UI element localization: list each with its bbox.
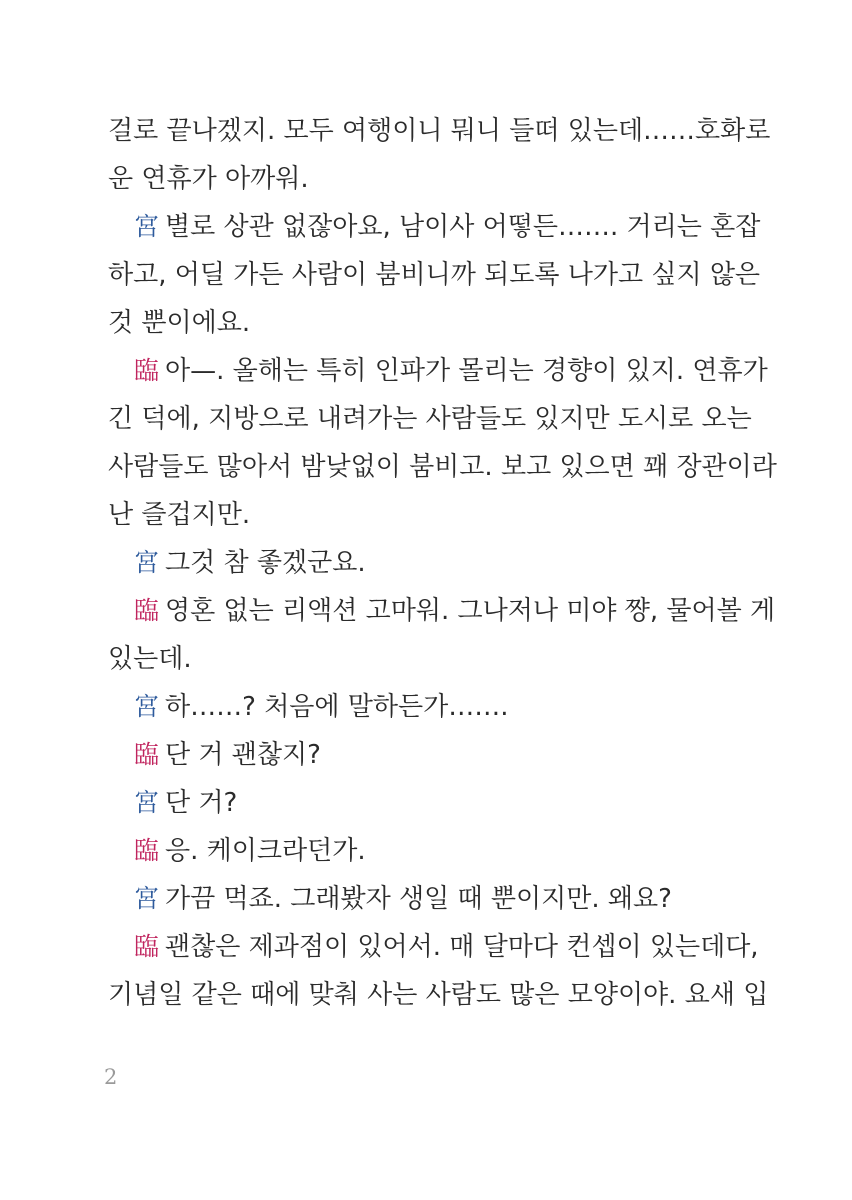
line-text: 별로 상관 없잖아요, 남이사 어떻든……. 거리는 혼잡	[165, 212, 761, 242]
dialogue-line	[108, 203, 761, 251]
speaker-mark-miya: 宮	[134, 212, 160, 241]
text-line	[108, 251, 761, 299]
script-body	[108, 107, 777, 1019]
speaker-mark-rin: 臨	[134, 932, 160, 961]
dialogue-line	[108, 683, 748, 731]
speaker-mark-rin: 臨	[134, 356, 160, 385]
text-line	[108, 971, 769, 1019]
text-line	[108, 491, 748, 539]
line-text: 응. 케이크라던가.	[165, 836, 366, 866]
line-text: 난 즐겁지만.	[108, 500, 251, 530]
line-text: 것 뿐이에요.	[108, 308, 251, 338]
speaker-mark-rin: 臨	[134, 836, 160, 865]
speaker-mark-miya: 宮	[134, 884, 160, 913]
dialogue-line	[108, 827, 748, 875]
page-number: 2	[104, 1065, 118, 1089]
line-text: 기념일 같은 때에 맞춰 사는 사람도 많은 모양이야. 요새 입	[108, 980, 769, 1010]
line-text: 아—. 올해는 특히 인파가 몰리는 경향이 있지. 연휴가	[165, 356, 768, 386]
text-line	[108, 107, 771, 155]
line-text: 긴 덕에, 지방으로 내려가는 사람들도 있지만 도시로 오는	[108, 404, 752, 434]
text-line	[108, 443, 777, 491]
speaker-mark-miya: 宮	[134, 788, 160, 817]
speaker-mark-rin: 臨	[134, 596, 160, 625]
text-line	[108, 299, 748, 347]
dialogue-line	[108, 347, 768, 395]
speaker-mark-miya: 宮	[134, 692, 160, 721]
line-text: 단 거 괜찮지?	[165, 740, 321, 770]
dialogue-line	[108, 587, 776, 635]
line-text: 그것 참 좋겠군요.	[165, 548, 366, 578]
dialogue-line	[108, 875, 748, 923]
dialogue-line	[108, 731, 748, 779]
dialogue-line	[108, 779, 748, 827]
speaker-mark-rin: 臨	[134, 740, 160, 769]
dialogue-line	[108, 539, 748, 587]
line-text: 걸로 끝나겠지. 모두 여행이니 뭐니 들떠 있는데……호화로	[108, 116, 771, 146]
text-line	[108, 635, 748, 683]
line-text: 영혼 없는 리액션 고마워. 그나저나 미야 쨩, 물어볼 게	[165, 596, 776, 626]
line-text: 있는데.	[108, 644, 192, 674]
text-line	[108, 155, 748, 203]
speaker-mark-miya: 宮	[134, 548, 160, 577]
line-text: 사람들도 많아서 밤낮없이 붐비고. 보고 있으면 꽤 장관이라	[108, 452, 777, 482]
line-text: 괜찮은 제과점이 있어서. 매 달마다 컨셉이 있는데다,	[165, 932, 759, 962]
line-text: 운 연휴가 아까워.	[108, 164, 309, 194]
line-text: 단 거?	[165, 788, 238, 818]
dialogue-line	[108, 923, 759, 971]
line-text: 하……? 처음에 말하든가…….	[165, 692, 509, 722]
text-line	[108, 395, 752, 443]
line-text: 가끔 먹죠. 그래봤자 생일 때 뿐이지만. 왜요?	[165, 884, 672, 914]
line-text: 하고, 어딜 가든 사람이 붐비니까 되도록 나가고 싶지 않은	[108, 260, 761, 290]
